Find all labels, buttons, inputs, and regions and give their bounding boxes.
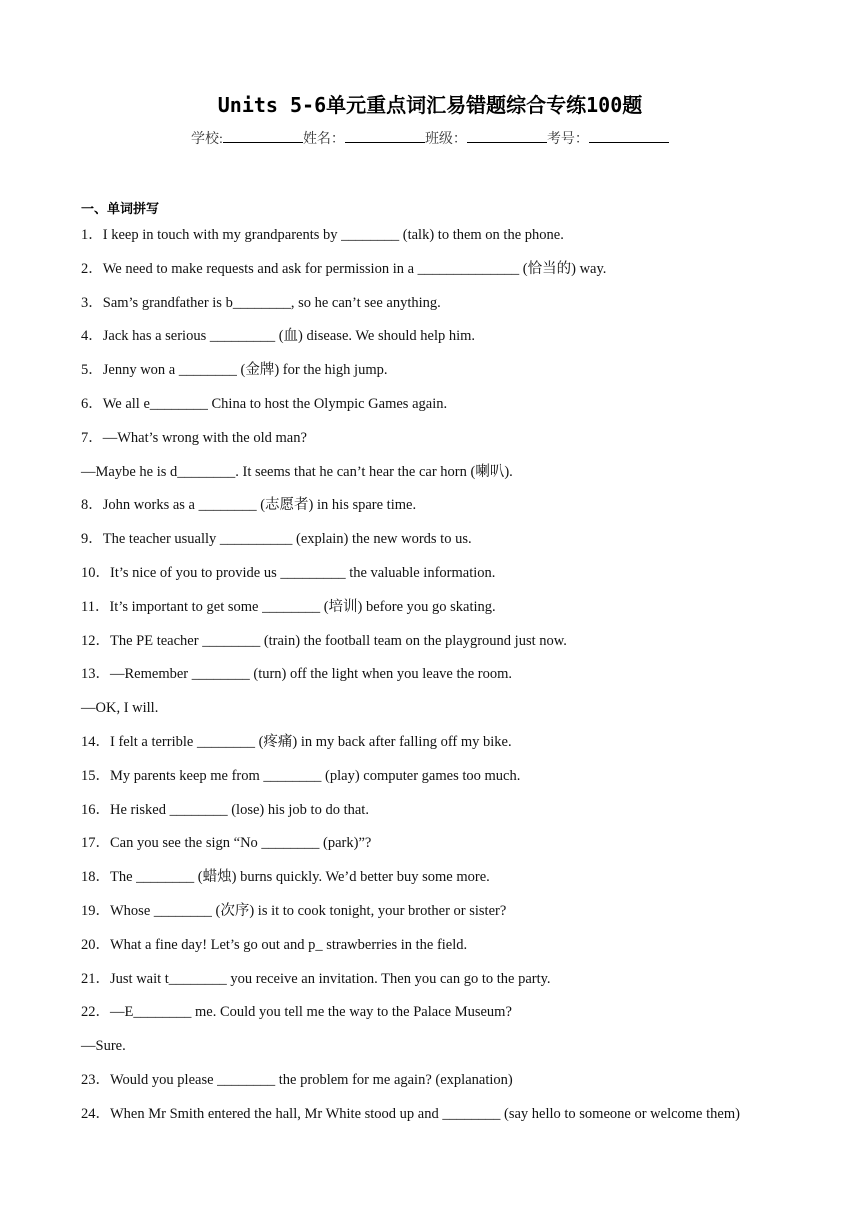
question-line: 23．Would you please ________ the problem for me again? (explanation) xyxy=(81,1071,513,1088)
question-line: 20．What a fine day! Let’s go out and p_ strawberries in the field. xyxy=(81,936,468,953)
question-line: 5．Jenny won a ________ (金牌) for the high jump. xyxy=(81,362,388,379)
question-line: 6．We all e________ China to host the Olympic Games again. xyxy=(81,395,448,412)
question-line: 12．The PE teacher ________ (train) the football team on the playground just now. xyxy=(81,632,567,649)
class-blank[interactable] xyxy=(467,130,547,143)
question-line: 17．Can you see the sign “No ________ (park)”? xyxy=(81,835,372,852)
question-line: 14．I felt a terrible ________ (疼痛) in my back after falling off my bike. xyxy=(81,733,512,750)
question-line: 16．He risked ________ (lose) his job to do that. xyxy=(81,801,369,818)
question-line: 15．My parents keep me from ________ (play) computer games too much. xyxy=(81,767,521,784)
number-label: 考号： xyxy=(546,132,589,147)
class-label: 班级： xyxy=(424,132,467,147)
student-info-line xyxy=(0,128,860,148)
question-line: 8．John works as a ________ (志愿者) in his spare time. xyxy=(81,497,417,514)
section-heading: 一、单词拼写 xyxy=(81,202,160,217)
page-title: Units 5-6单元重点词汇易错题综合专练100题 xyxy=(217,93,643,117)
question-line: 18．The ________ (蜡烛) burns quickly. We’d better buy some more. xyxy=(81,869,490,886)
question-line: 4．Jack has a serious _________ (血) disease. We should help him. xyxy=(81,328,476,345)
question-line: 22．—E________ me. Could you tell me the way to the Palace Museum? xyxy=(81,1004,512,1021)
question-line: 1．I keep in touch with my grandparents by ________ (talk) to them on the phone. xyxy=(81,227,564,243)
question-line: 21．Just wait t________ you receive an invitation. Then you can go to the party. xyxy=(81,970,551,987)
answer-line: —Sure. xyxy=(81,1038,126,1055)
answer-line: —Maybe he is d________. It seems that he can’t hear the car horn (喇叭). xyxy=(81,463,513,480)
number-blank[interactable] xyxy=(589,130,669,143)
school-blank[interactable] xyxy=(223,130,303,143)
question-line: 7．—What’s wrong with the old man? xyxy=(81,429,307,446)
question-line: 13．—Remember ________ (turn) off the light when you leave the room. xyxy=(81,666,513,683)
question-line: 11．It’s important to get some ________ (培训) before you go skating. xyxy=(81,598,496,615)
question-line: 9．The teacher usually __________ (explain) the new words to us. xyxy=(81,531,472,548)
question-line: 19．Whose ________ (次序) is it to cook tonight, your brother or sister? xyxy=(81,902,507,919)
question-line: 2．We need to make requests and ask for permission in a ______________ (恰当的) way. xyxy=(81,260,607,277)
question-list xyxy=(81,224,801,1137)
question-line: 3．Sam’s grandfather is b________, so he can’t see anything. xyxy=(81,294,441,311)
name-label: 姓名： xyxy=(302,132,345,147)
question-line: 24．When Mr Smith entered the hall, Mr White stood up and ________ (say hello to someone or welcome them) xyxy=(81,1105,740,1122)
answer-line: —OK, I will. xyxy=(81,700,159,717)
name-blank[interactable] xyxy=(345,130,425,143)
question-line: 10．It’s nice of you to provide us _________ the valuable information. xyxy=(81,564,496,581)
school-label: 学校: xyxy=(191,132,223,147)
